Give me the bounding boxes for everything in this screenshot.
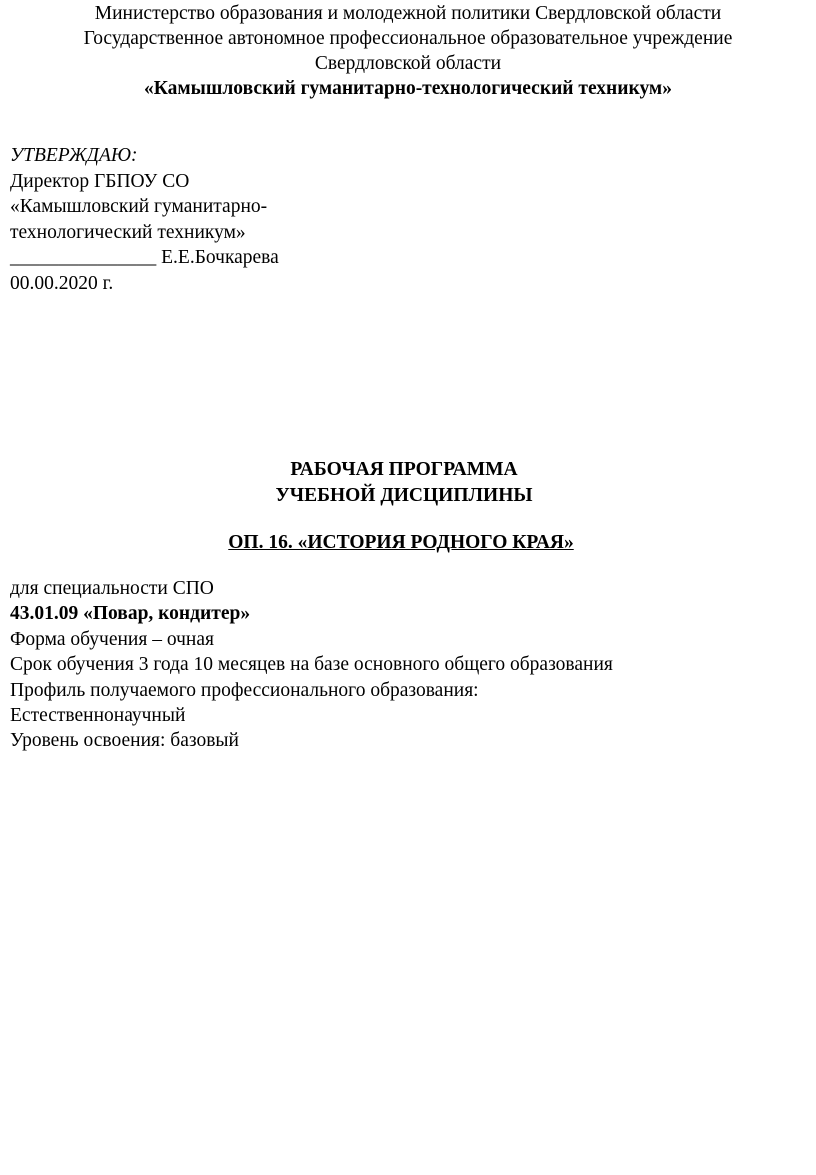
specialty-code: 43.01.09 «Повар, кондитер»: [10, 603, 251, 625]
institution-name-line1: Государственное автономное профессиональное образовательное учреждение: [83, 28, 733, 49]
program-details: [10, 576, 613, 754]
profile-value: Естественнонаучный: [10, 705, 186, 727]
discipline-name: ОП. 16. «ИСТОРИЯ РОДНОГО КРАЯ»: [228, 532, 574, 553]
mastery-level: Уровень освоения: базовый: [10, 730, 239, 752]
college-name: «Камышловский гуманитарно-технологический техникум»: [144, 78, 672, 99]
discipline-title: [0, 530, 802, 556]
institution-name-line2: Свердловской области: [314, 53, 502, 74]
approval-date: 00.00.2020 г.: [10, 272, 114, 294]
title-line1: РАБОЧАЯ ПРОГРАММА: [290, 459, 518, 480]
study-term: Срок обучения 3 года 10 месяцев на базе основного общего образования: [10, 654, 613, 676]
approve-heading: УТВЕРЖДАЮ:: [10, 145, 138, 166]
organization-line2: технологический техникум»: [10, 221, 246, 243]
study-form: Форма обучения – очная: [10, 628, 214, 650]
ministry-name: Министерство образования и молодежной политики Свердловской области: [94, 3, 722, 24]
specialty-label: для специальности СПО: [10, 578, 214, 599]
signature-line: _______________ Е.Е.Бочкарева: [10, 247, 279, 268]
organization-line1: «Камышловский гуманитарно-: [10, 196, 268, 217]
approval-block: [10, 143, 279, 296]
document-title: [0, 457, 808, 508]
profile-label: Профиль получаемого профессионального образования:: [10, 679, 479, 701]
title-line2: УЧЕБНОЙ ДИСЦИПЛИНЫ: [275, 484, 533, 506]
director-position: Директор ГБПОУ СО: [10, 170, 190, 192]
document-header: [0, 1, 816, 101]
